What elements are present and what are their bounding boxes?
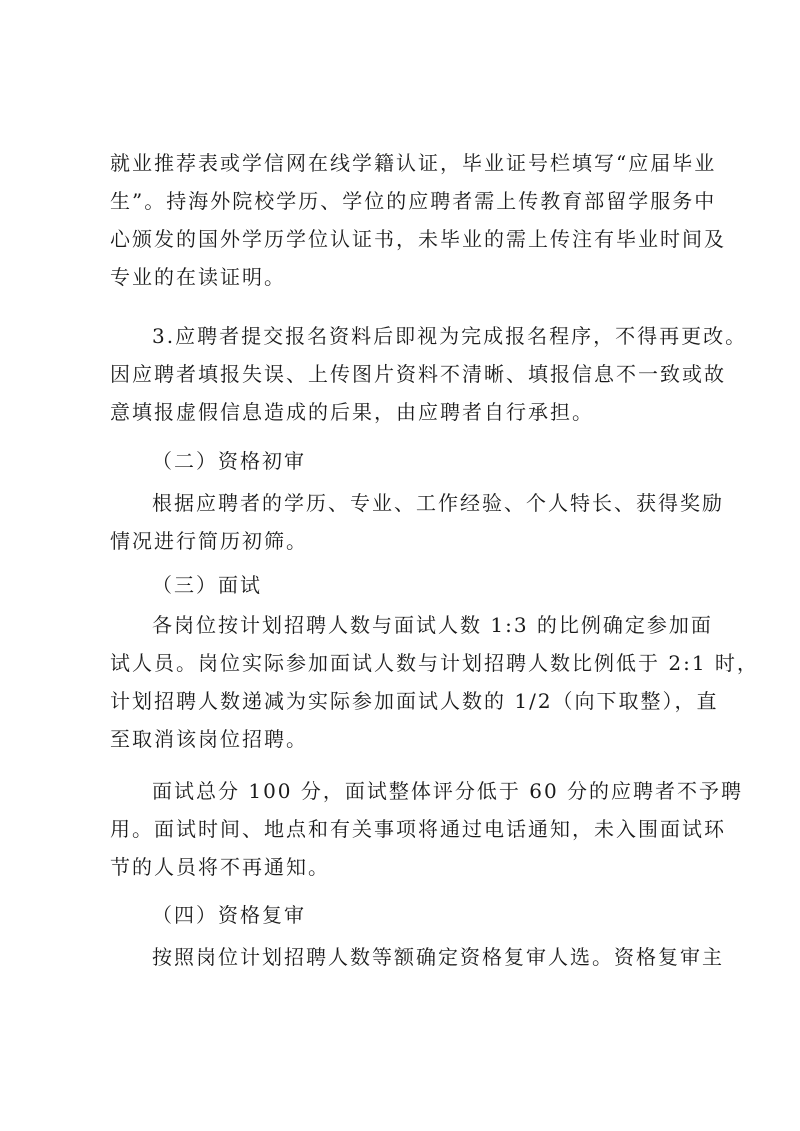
paragraph-item-3 — [110, 317, 748, 431]
paragraph-interview-ratio — [110, 606, 759, 758]
text-line: 根据应聘者的学历、专业、工作经验、个人特长、获得奖励 — [152, 491, 724, 515]
paragraph-preliminary-review — [110, 484, 724, 560]
text-line: 面试总分 100 分，面试整体评分低于 60 分的应聘者不予聘 — [152, 779, 744, 803]
section-heading-interview — [110, 566, 700, 604]
text-line: 各岗位按计划招聘人数与面试人数 1:3 的比例确定参加面 — [152, 613, 713, 637]
text-line: 意填报虚假信息造成的后果，由应聘者自行承担。 — [110, 400, 594, 424]
section-heading: （三）面试 — [152, 573, 262, 597]
text-line: 情况进行简历初筛。 — [110, 529, 308, 553]
section-heading: （二）资格初审 — [152, 449, 306, 473]
text-line: 至取消该岗位招聘。 — [110, 727, 308, 751]
paragraph-upload-requirements — [110, 144, 726, 296]
text-line: 专业的在读证明。 — [110, 265, 286, 289]
text-line: 按照岗位计划招聘人数等额确定资格复审人选。资格复审主 — [152, 945, 724, 969]
section-heading-preliminary-review — [110, 442, 700, 480]
text-line: 计划招聘人数递减为实际参加面试人数的 1/2（向下取整），直 — [110, 689, 719, 713]
paragraph-interview-score — [110, 772, 744, 886]
text-line: 心颁发的国外学历学位认证书，未毕业的需上传注有毕业时间及 — [110, 227, 726, 251]
text-line: 节的人员将不再通知。 — [110, 855, 330, 879]
text-line: 就业推荐表或学信网在线学籍认证，毕业证号栏填写“应届毕业 — [110, 151, 717, 175]
section-heading: （四）资格复审 — [152, 903, 306, 927]
text-line: 用。面试时间、地点和有关事项将通过电话通知，未入围面试环 — [110, 817, 726, 841]
text-line: 试人员。岗位实际参加面试人数与计划招聘人数比例低于 2:1 时， — [110, 651, 759, 675]
text-line: 3.应聘者提交报名资料后即视为完成报名程序，不得再更改。 — [152, 324, 748, 348]
text-line: 生”。持海外院校学历、学位的应聘者需上传教育部留学服务中 — [110, 189, 717, 213]
section-heading-qualification-recheck — [110, 896, 700, 934]
text-line: 因应聘者填报失误、上传图片资料不清晰、填报信息不一致或故 — [110, 362, 726, 386]
paragraph-qualification-recheck — [110, 938, 724, 976]
